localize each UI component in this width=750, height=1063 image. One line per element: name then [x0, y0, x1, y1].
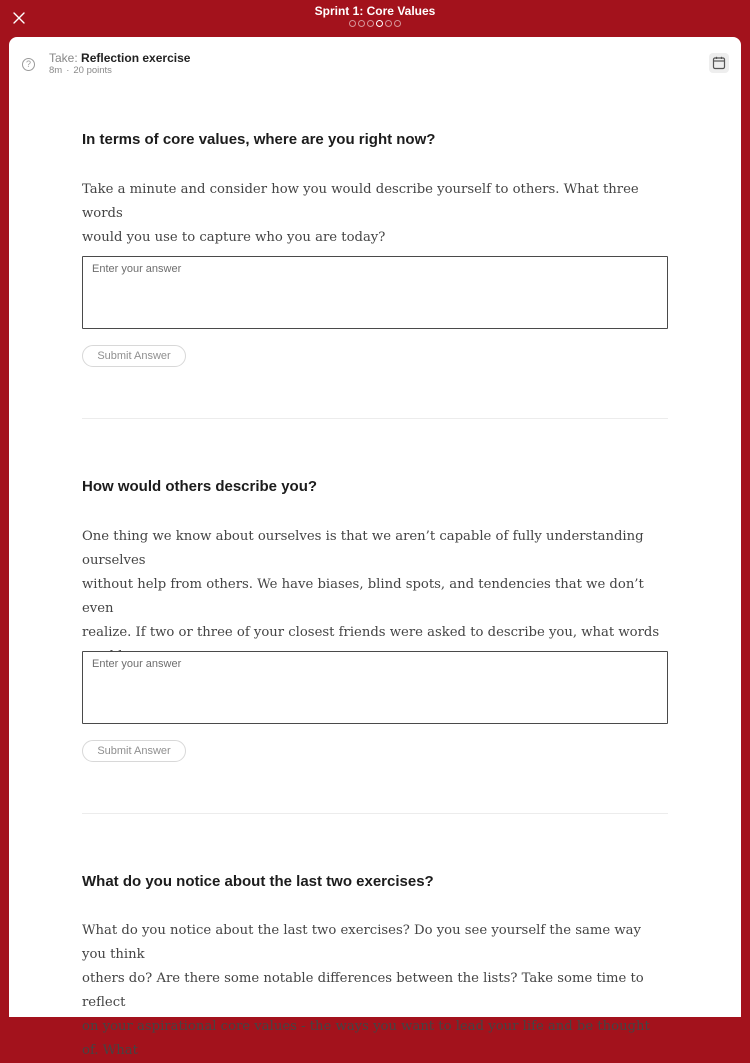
answer-textarea[interactable] — [83, 257, 667, 328]
question-text-line: would you use to capture who you are today? — [82, 230, 386, 245]
question-text-line: One thing we know about ourselves is that we aren’t capable of fully understanding ourselves — [82, 529, 644, 568]
question-1 — [82, 131, 668, 148]
answer-input-1[interactable] — [82, 256, 668, 329]
take-prefix: Take: — [49, 51, 78, 65]
question-text-line: others do? Are there some notable differences between the lists? Take some time to reflect — [82, 971, 644, 1010]
activity-title-line — [49, 51, 190, 65]
progress-dot — [394, 20, 401, 27]
progress-dot — [358, 20, 365, 27]
activity-meta — [49, 65, 112, 76]
question-heading: What do you notice about the last two exercises? — [82, 873, 434, 890]
progress-dot — [385, 20, 392, 27]
question-3-body — [82, 919, 668, 1063]
question-3 — [82, 873, 668, 890]
section-divider — [82, 813, 668, 814]
activity-title: Reflection exercise — [81, 51, 191, 65]
calendar-button[interactable] — [709, 53, 729, 73]
calendar-icon — [712, 56, 726, 70]
top-bar — [0, 0, 750, 36]
progress-dots — [0, 20, 750, 28]
answer-textarea[interactable] — [83, 652, 667, 723]
question-1-body — [82, 178, 668, 250]
question-2 — [82, 478, 668, 495]
progress-dot — [367, 20, 374, 27]
section-divider — [82, 418, 668, 419]
meta-separator: · — [66, 65, 70, 76]
help-icon[interactable]: ? — [22, 58, 35, 71]
answer-input-2[interactable] — [82, 651, 668, 724]
submit-answer-button[interactable]: Submit Answer — [82, 740, 186, 762]
submit-answer-button[interactable]: Submit Answer — [82, 345, 186, 367]
sprint-title: Sprint 1: Core Values — [314, 4, 436, 18]
activity-duration: 8m — [49, 65, 63, 76]
question-text-line: Take a minute and consider how you would describe yourself to others. What three words — [82, 182, 639, 221]
progress-dot-current — [376, 20, 383, 27]
progress-dot — [349, 20, 356, 27]
question-text-line: What do you notice about the last two exercises? Do you see yourself the same way you think — [82, 923, 641, 962]
question-heading: In terms of core values, where are you right now? — [82, 131, 436, 148]
activity-points: 20 points — [73, 65, 112, 76]
question-text-line: without help from others. We have biases, blind spots, and tendencies that we don’t even — [82, 577, 644, 616]
exercise-card — [9, 37, 741, 1058]
question-text-line: on your aspirational core values - the ways you want to lead your life and be thought of. What — [82, 1019, 650, 1058]
question-text-line: realize. If two or three of your closest friends were asked to describe you, what words — [82, 625, 660, 640]
question-heading: How would others describe you? — [82, 478, 318, 495]
